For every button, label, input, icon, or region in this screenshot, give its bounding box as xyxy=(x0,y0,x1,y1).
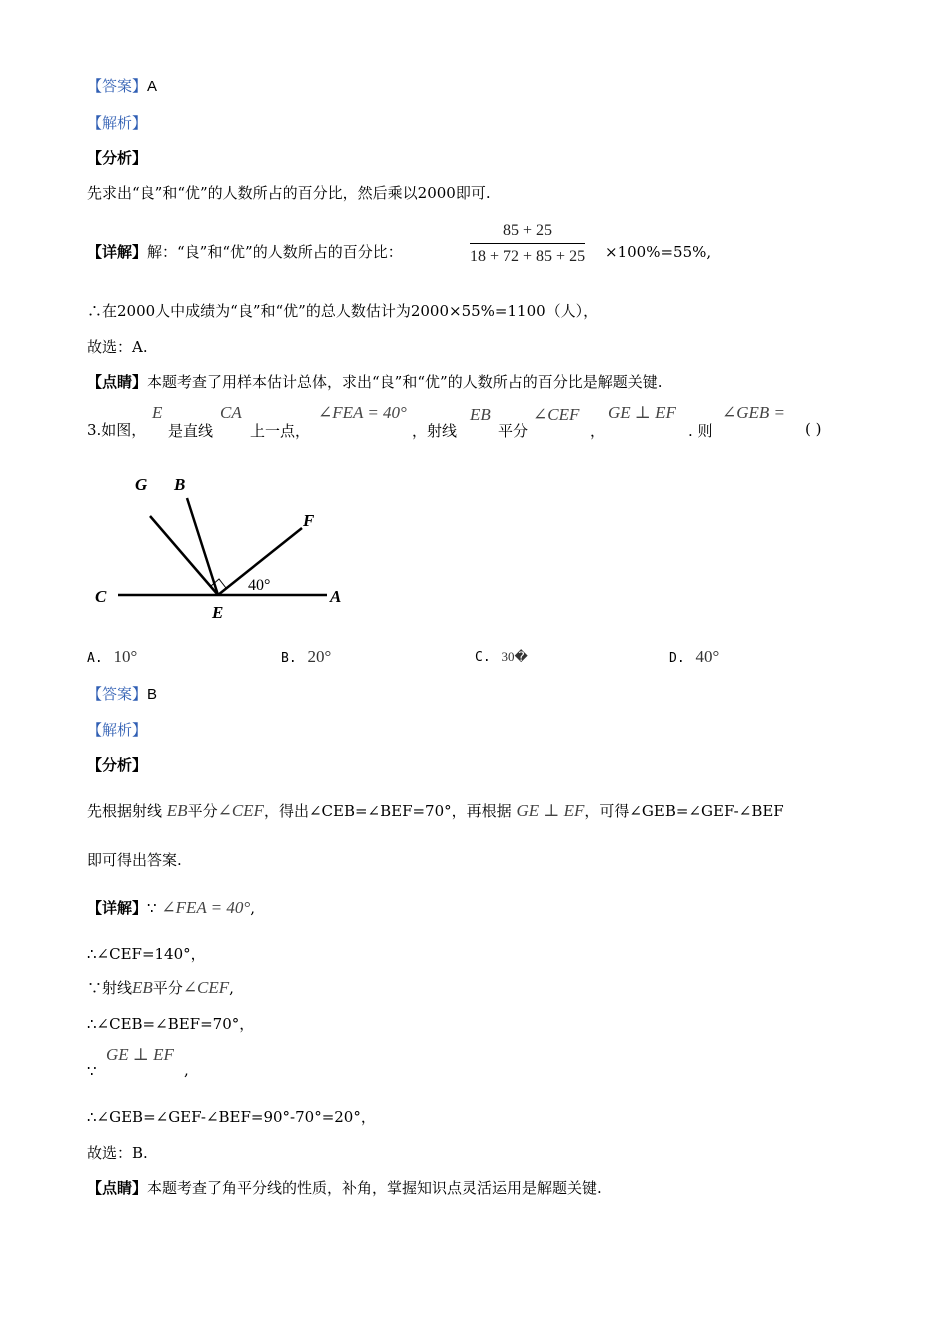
fenxi-eb: EB xyxy=(166,801,188,820)
answer-line-2 xyxy=(87,685,157,705)
step2-c: , xyxy=(229,979,234,997)
fraction-numerator: 85 + 25 xyxy=(503,222,553,239)
label-a: A xyxy=(330,587,342,606)
ray-eg xyxy=(150,516,218,595)
detail-comma: , xyxy=(250,899,255,917)
answer-tag: 【答案】 xyxy=(87,78,148,95)
q3-perpendicular: GE ⊥ EF xyxy=(608,403,676,422)
option-a-letter: A. xyxy=(87,651,103,666)
fenxi-a: 先根据射线 xyxy=(87,802,163,820)
therefore-line: ∴在2000人中成绩为“良”和“优”的总人数估计为2000×55%=1100（人）， xyxy=(87,302,599,320)
step2-cef: ∠CEF xyxy=(182,978,230,997)
q3-text-5: ， xyxy=(590,422,606,440)
angle-figure xyxy=(85,470,355,630)
step-3: ∴∠CEB=∠BEF=70°， xyxy=(87,1015,255,1033)
fraction-denominator: 18 + 72 + 85 + 25 xyxy=(470,243,585,266)
step-4-perp: GE ⊥ EF xyxy=(106,1045,174,1064)
label-c: C xyxy=(95,587,107,606)
answer-value-2: B xyxy=(147,686,158,703)
detail-because: ∵ xyxy=(147,899,157,917)
step2-eb: EB xyxy=(132,978,153,997)
fenxi-tag: 【分析】 xyxy=(87,149,148,167)
comment-text: 本题考查了用样本估计总体，求出“良”和“优”的人数所占的百分比是解题关键. xyxy=(147,373,663,391)
label-f: F xyxy=(303,511,315,530)
fenxi-d: ，可得∠GEB=∠GEF-∠BEF xyxy=(584,802,784,820)
answer-value: A xyxy=(147,78,158,95)
label-angle-40: 40° xyxy=(248,577,271,594)
detail-line xyxy=(87,242,403,262)
q3-text-2: 上一点， xyxy=(250,422,311,440)
q3-text-1: 是直线 xyxy=(168,422,214,440)
answer-line-1 xyxy=(87,77,157,97)
fenxi-perp: GE ⊥ EF xyxy=(516,801,585,820)
fenxi-line2: 即可得出答案. xyxy=(87,851,182,869)
answer-tag-2: 【答案】 xyxy=(87,686,148,703)
option-a xyxy=(87,647,137,667)
step2-b: 平分 xyxy=(152,979,183,997)
option-d-value: 40° xyxy=(695,647,720,666)
fraction-tail: ×100%=55%, xyxy=(605,243,712,261)
comment-tag-2: 【点睛】 xyxy=(87,1179,148,1197)
option-c xyxy=(475,647,528,665)
q3-paren: ( ) xyxy=(805,420,822,438)
option-a-value: 10° xyxy=(113,647,138,666)
comment-tag: 【点睛】 xyxy=(87,373,148,391)
comment-line-2 xyxy=(87,1178,602,1198)
option-b-letter: B. xyxy=(281,651,297,666)
q3-point-e: E xyxy=(152,403,163,422)
option-b xyxy=(281,647,331,667)
analysis-tag: 【解析】 xyxy=(87,114,148,132)
step-5: ∴∠GEB=∠GEF-∠BEF=90°-70°=20°， xyxy=(87,1108,376,1126)
detail-fea: ∠FEA = 40° xyxy=(161,898,251,917)
step-2 xyxy=(87,978,234,998)
label-b: B xyxy=(174,475,186,494)
q3-text-6: . 则 xyxy=(688,422,713,440)
step-1: ∴∠CEF=140°， xyxy=(87,945,206,963)
detail-tag-2: 【详解】 xyxy=(87,899,148,917)
comment-text-2: 本题考查了角平分线的性质，补角，掌握知识点灵活运用是解题关键. xyxy=(147,1179,602,1197)
comment-line-1 xyxy=(87,372,662,392)
option-c-value: 30� xyxy=(501,649,528,664)
label-g: G xyxy=(135,475,148,494)
detail-line-2 xyxy=(87,898,255,918)
percentage-fraction xyxy=(470,222,585,266)
question-3-number: 3.如图， xyxy=(87,421,147,439)
label-e: E xyxy=(212,603,224,622)
q3-text-4: 平分 xyxy=(498,422,529,440)
fenxi-b: 平分 xyxy=(187,802,218,820)
choice-line-1: 故选：A. xyxy=(87,338,148,356)
fenxi-cef: ∠CEF xyxy=(217,801,264,820)
analysis-tag-2: 【解析】 xyxy=(87,721,148,739)
detail-text: 解：“良”和“优”的人数所占的百分比： xyxy=(147,243,403,261)
step-4-comma: , xyxy=(184,1061,189,1079)
q3-line-ca: CA xyxy=(220,403,242,422)
option-d xyxy=(669,647,719,667)
fenxi-c: ，得出∠CEB=∠BEF=70°，再根据 xyxy=(263,802,512,820)
q3-text-3: ，射线 xyxy=(412,422,458,440)
fenxi-line-2 xyxy=(87,801,784,821)
option-d-letter: D. xyxy=(669,651,685,666)
step2-a: ∵射线 xyxy=(87,979,133,997)
step-4-because: ∵ xyxy=(87,1062,97,1080)
ray-eb xyxy=(187,498,218,595)
q3-angle-geb: ∠GEB = xyxy=(722,403,786,422)
option-b-value: 20° xyxy=(307,647,332,666)
q3-angle-fea: ∠FEA = 40° xyxy=(318,403,407,422)
q3-angle-cef: ∠CEF xyxy=(533,405,580,424)
detail-tag: 【详解】 xyxy=(87,243,148,261)
fenxi-text: 先求出“良”和“优”的人数所占的百分比，然后乘以2000即可. xyxy=(87,184,491,202)
fenxi-tag-2: 【分析】 xyxy=(87,756,148,774)
option-c-letter: C. xyxy=(475,650,491,665)
choice-line-2: 故选：B. xyxy=(87,1144,148,1162)
q3-ray-eb: EB xyxy=(470,405,491,424)
